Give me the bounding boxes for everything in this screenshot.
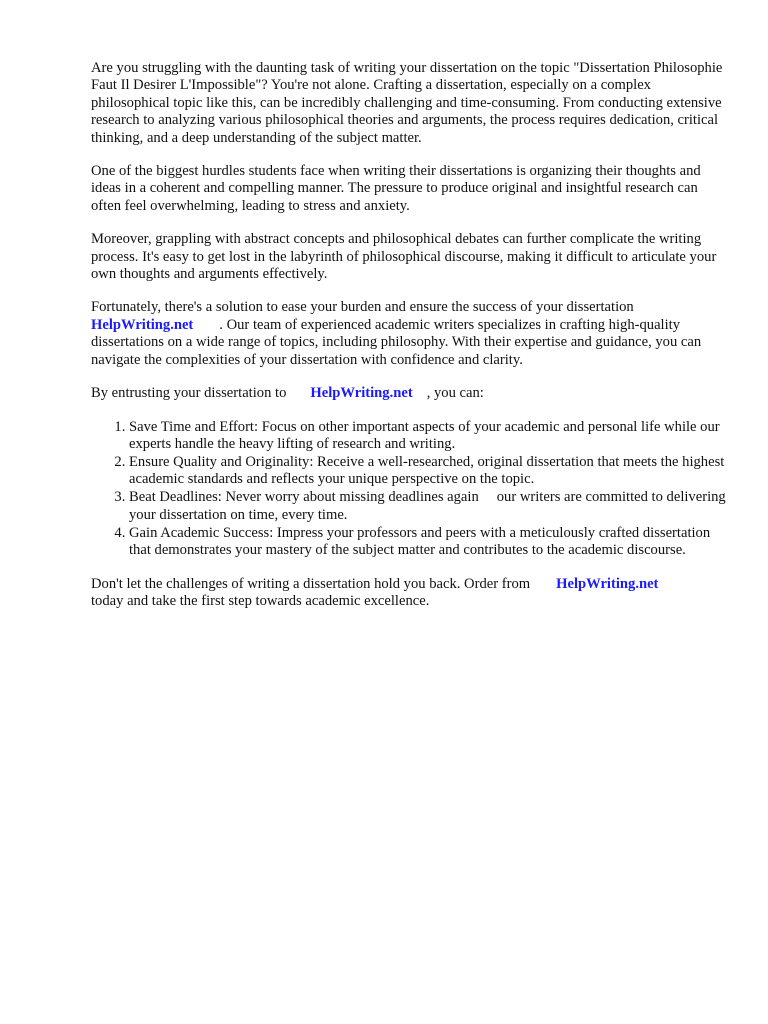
list-item <box>129 489 731 524</box>
abstract-concepts-paragraph: Moreover, grappling with abstract concepts and philosophical debates can further complicate the writing process. It's easy to get lost in the labyrinth of philosophical discourse, making it difficult to articulate your own thoughts and arguments effectively. <box>91 231 717 283</box>
solution-text-before-link: Fortunately, there's a solution to ease your burden and ensure the success of your dissertation <box>91 299 634 316</box>
entrusting-text-before-link: By entrusting your dissertation to <box>91 385 287 402</box>
list-item-text-continued: our writers are committed to delivering your dissertation on time, every time. <box>129 489 726 523</box>
benefits-list <box>91 419 731 560</box>
helpwriting-link-2[interactable]: HelpWriting.net <box>310 385 413 402</box>
closing-text-before-link: Don't let the challenges of writing a dissertation hold you back. Order from <box>91 575 531 592</box>
closing-paragraph <box>91 576 731 611</box>
solution-paragraph <box>91 299 731 369</box>
helpwriting-link-3[interactable]: HelpWriting.net <box>556 575 659 592</box>
helpwriting-link-1[interactable]: HelpWriting.net <box>91 316 194 333</box>
list-item-text: Beat Deadlines: Never worry about missing deadlines again <box>129 489 479 506</box>
list-item: 4. Gain Academic Success: Impress your professors and peers with a meticulously crafted dissertation that demonstrates your mastery of the subject matter and contributes to the academic discourse. <box>129 525 731 560</box>
hurdles-paragraph: One of the biggest hurdles students face when writing their dissertations is organizing their thoughts and ideas in a coherent and compelling manner. The pressure to produce original and insightful research can often feel overwhelming, leading to stress and anxiety. <box>91 163 701 214</box>
solution-text-after-link: . Our team of experienced academic writers specializes in crafting high-quality dissertations on a wide range of topics, including philosophy. With their expertise and guidance, you can navigate the complexities of your dissertation with confidence and clarity. <box>91 316 702 368</box>
list-item: 2. Ensure Quality and Originality: Receive a well-researched, original dissertation that meets the highest academic standards and reflects your unique perspective on the topic. <box>129 454 731 489</box>
closing-text-after-link: today and take the first step towards academic excellence. <box>91 592 430 609</box>
entrusting-text-after-link: , you can: <box>426 385 484 402</box>
list-item: 1. Save Time and Effort: Focus on other important aspects of your academic and personal life while our experts handle the heavy lifting of research and writing. <box>129 419 731 454</box>
entrusting-paragraph <box>91 385 731 402</box>
intro-paragraph: Are you struggling with the daunting task of writing your dissertation on the topic "Dissertation Philosophie Faut Il Desirer L'Impossible"? You're not alone. Crafting a dissertation, especially on a complex philosophical topic like this, can be incredibly challenging and time-consuming. From conducting extensive research to analyzing various philosophical theories and arguments, the process requires dedication, critical thinking, and a deep understanding of the subject matter. <box>91 60 723 146</box>
document-body <box>91 60 731 626</box>
